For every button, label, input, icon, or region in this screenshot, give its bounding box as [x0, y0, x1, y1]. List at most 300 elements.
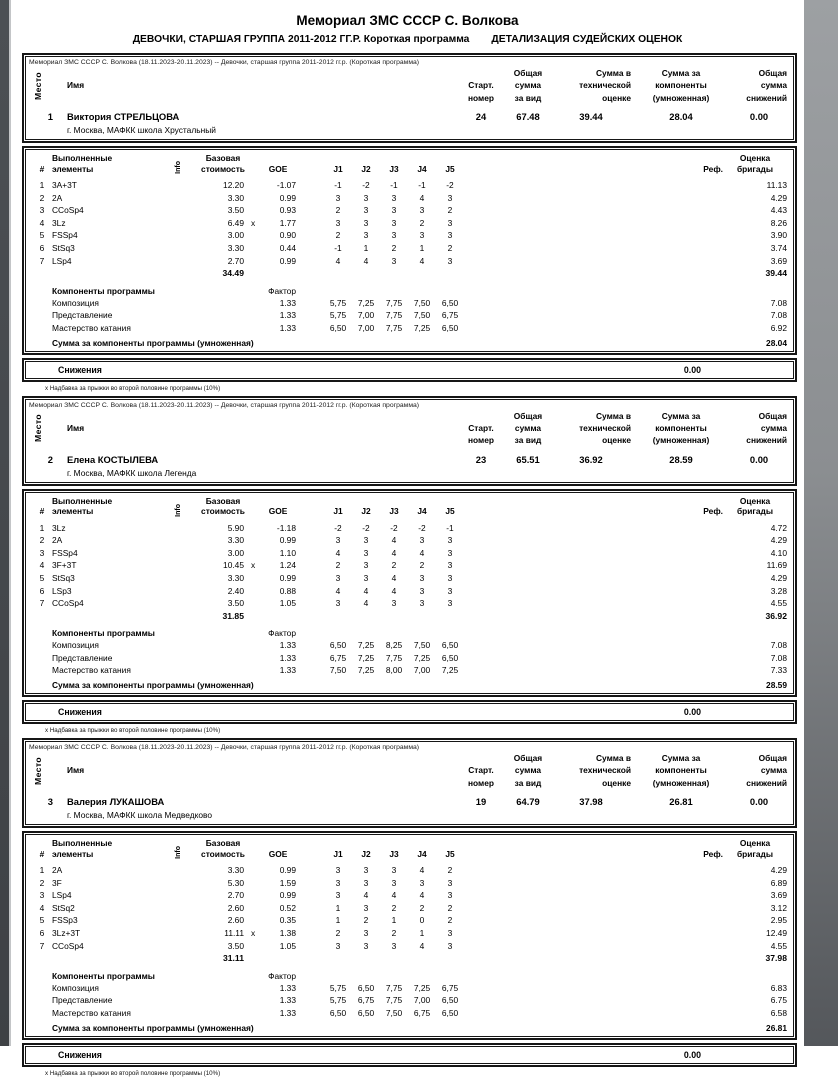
component-judge-mark: 7,00: [357, 310, 375, 321]
element-goe: 1.59: [279, 877, 296, 888]
components-score-column-label-line: компоненты: [655, 80, 707, 91]
judge-mark: 4: [363, 585, 369, 596]
element-row: [26, 522, 793, 535]
category-program-label: ДЕВОЧКИ, СТАРШАЯ ГРУППА 2011-2012 ГГ.Р. Короткая программа: [132, 34, 470, 45]
element-number: 4: [39, 902, 45, 913]
judge-mark: 3: [363, 205, 369, 216]
components-sum-value: 28.59: [766, 680, 787, 691]
technical-score-value: 39.44: [579, 111, 603, 122]
judge-column-label: J4: [417, 848, 427, 859]
element-base-value: 10.45: [223, 560, 244, 571]
element-number: 7: [39, 255, 45, 266]
bonus-x-flag: [244, 902, 260, 915]
referee-mark: [679, 877, 723, 890]
element-goe: 0.99: [279, 192, 296, 203]
element-base-value: 11.11: [224, 928, 244, 939]
judge-mark: -1: [418, 180, 426, 190]
components-sum-value: 28.04: [766, 337, 787, 348]
judge-mark: 3: [363, 902, 369, 913]
executed-elements-column-label-line: элементы: [52, 848, 94, 859]
total-score-column-label-line: Общая: [513, 410, 543, 421]
element-info-flag: [172, 229, 186, 242]
panel-score-column-label-line: бригады: [736, 163, 774, 174]
total-score-value: 64.79: [516, 796, 540, 808]
component-judge-mark: 6,50: [329, 322, 347, 333]
judge-mark: 2: [335, 205, 341, 216]
technical-score-column-label-line: Сумма в: [595, 68, 631, 79]
referee-column-label: Реф.: [703, 163, 723, 174]
referee-mark: [679, 927, 723, 940]
referee-mark: [679, 255, 723, 268]
components-score-column-label: [631, 410, 731, 447]
judge-mark: 4: [419, 547, 425, 558]
element-panel-score: 11.69: [766, 560, 787, 571]
element-name: 3Lz: [52, 522, 66, 533]
judge-mark: 3: [363, 865, 369, 876]
bonus-footnote: х Надбавка за прыжки во второй половине программы (10%): [45, 727, 221, 735]
element-info-flag: [172, 559, 186, 572]
component-judge-mark: 7,00: [357, 322, 375, 333]
element-panel-score: 3.28: [770, 585, 787, 596]
component-judge-mark: 7,75: [385, 322, 403, 333]
start-number-column-label: [457, 764, 505, 789]
judge-mark: 3: [447, 940, 453, 951]
element-row: [26, 204, 793, 217]
component-factor: 1.33: [279, 982, 296, 993]
referee-mark: [679, 229, 723, 242]
component-judge-mark: 7,25: [441, 665, 459, 676]
technical-score-column-label: [551, 67, 631, 104]
element-info-flag: [172, 940, 186, 953]
judge-mark: 2: [391, 928, 397, 939]
element-base-value: 3.50: [227, 205, 244, 216]
element-row: [26, 217, 793, 230]
element-goe: -1.07: [276, 180, 296, 190]
referee-mark: [679, 889, 723, 902]
element-info-flag: [172, 179, 186, 192]
bonus-x-flag: [244, 864, 260, 877]
info-column-label: Info: [174, 503, 182, 517]
technical-score-total: 37.98: [765, 953, 787, 964]
component-judge-mark: 7,25: [357, 652, 375, 663]
referee-mark: [679, 534, 723, 547]
element-number: 6: [39, 585, 45, 596]
judge-mark: 3: [335, 598, 341, 609]
components-sum-label: Сумма за компоненты программы (умноженная): [52, 680, 254, 691]
judge-mark: 3: [447, 230, 453, 241]
bonus-x-flag: [244, 597, 260, 610]
referee-mark: [679, 192, 723, 205]
goe-column-label: GOE: [268, 163, 288, 174]
element-info-flag: [172, 534, 186, 547]
elements-inner: [25, 149, 794, 352]
element-info-flag: [172, 597, 186, 610]
element-panel-score: 4.10: [770, 547, 787, 558]
total-score-column-label-line: за вид: [514, 435, 542, 446]
start-number-column-label-line: номер: [467, 777, 495, 788]
component-name: Композиция: [52, 297, 99, 308]
bonus-x-flag: [244, 179, 260, 192]
component-row: [26, 664, 793, 677]
element-info-flag: [172, 902, 186, 915]
component-judge-mark: 6,50: [441, 640, 459, 651]
element-panel-score: 3.69: [770, 255, 787, 266]
judge-mark: 3: [363, 217, 369, 228]
components-sum-row: [26, 337, 793, 349]
element-panel-score: 2.95: [770, 915, 787, 926]
component-row: [26, 309, 793, 322]
element-number: 4: [39, 560, 45, 571]
element-row: [26, 877, 793, 890]
element-base-value: 3.50: [227, 940, 244, 951]
component-judge-mark: 5,75: [329, 297, 347, 308]
technical-score-column-label-line: технической: [579, 80, 631, 91]
deductions-total-value: 0.00: [749, 111, 769, 122]
judge-mark: 2: [419, 217, 425, 228]
element-number: 7: [39, 940, 45, 951]
component-judge-mark: 5,75: [329, 995, 347, 1006]
total-score-column-label: [505, 410, 551, 447]
result-header-box: [22, 738, 797, 828]
judge-mark: 1: [419, 242, 425, 253]
judge-column-label: J1: [333, 506, 343, 517]
element-name: 3F: [52, 877, 62, 888]
judge-mark: 3: [391, 865, 397, 876]
club-line: г. Москва, МАФКК школа Медведково: [67, 810, 213, 821]
element-info-flag: [172, 547, 186, 560]
judge-mark: 3: [447, 572, 453, 583]
element-number: 2: [39, 877, 45, 888]
deductions-column-label: [731, 752, 787, 789]
judge-column-label: J5: [445, 848, 455, 859]
place-column-label: Место: [33, 71, 43, 100]
judge-column-label: J2: [361, 506, 371, 517]
start-number-column-label-line: Старт.: [468, 422, 494, 433]
skater-blocks: [11, 53, 804, 1077]
judge-mark: -2: [390, 522, 398, 533]
element-info-flag: [172, 877, 186, 890]
components-score-column-label-line: Сумма за: [661, 753, 701, 764]
element-name: LSp3: [52, 585, 72, 596]
element-goe: 1.10: [279, 547, 296, 558]
element-panel-score: 12.49: [766, 928, 787, 939]
elements-table-header: [26, 838, 793, 859]
judge-mark: 3: [419, 230, 425, 241]
base-value-total: 31.11: [222, 953, 244, 964]
element-goe: -1.18: [276, 522, 296, 533]
bonus-x-flag: [244, 585, 260, 598]
element-info-flag: [172, 927, 186, 940]
judge-mark: 3: [447, 535, 453, 546]
element-number: 6: [39, 242, 45, 253]
deductions-label: Снижения: [58, 1049, 102, 1060]
bonus-x-flag: [244, 204, 260, 217]
technical-score-value: 37.98: [579, 796, 603, 808]
component-judge-mark: 6,75: [441, 982, 459, 993]
judge-column-label: J1: [333, 163, 343, 174]
element-info-flag: [172, 914, 186, 927]
judge-column-label: J4: [417, 163, 427, 174]
judge-mark: 1: [419, 928, 425, 939]
element-goe: 0.35: [279, 915, 296, 926]
components-score-column-label-line: компоненты: [655, 765, 707, 776]
judge-mark: 4: [419, 865, 425, 876]
executed-elements-column-label-line: Выполненные: [52, 495, 113, 506]
element-base-value: 6.49: [227, 217, 244, 228]
start-number-column-label-line: Старт.: [468, 80, 494, 91]
judge-mark: 3: [363, 192, 369, 203]
judge-mark: 1: [335, 902, 341, 913]
total-score-value: 65.51: [516, 453, 540, 465]
element-name: 2A: [52, 535, 63, 546]
result-header-inner: [25, 399, 794, 483]
judge-mark: 1: [335, 915, 341, 926]
factor-label: Фактор: [268, 285, 296, 296]
judge-mark: 3: [419, 585, 425, 596]
referee-mark: [679, 864, 723, 877]
components-score-value: 28.04: [669, 111, 693, 122]
place-value: 1: [47, 111, 53, 122]
component-judge-mark: 8,00: [385, 665, 403, 676]
judge-mark: 3: [447, 547, 453, 558]
element-name: FSSp4: [52, 230, 78, 241]
panel-score-column-label: [723, 496, 787, 517]
judge-mark: 3: [335, 890, 341, 901]
component-judge-mark: 6,50: [357, 982, 375, 993]
component-factor: 1.33: [279, 297, 296, 308]
component-judge-mark: 7,75: [385, 297, 403, 308]
component-factor: 1.33: [279, 310, 296, 321]
component-name: Композиция: [52, 640, 99, 651]
element-goe: 1.38: [279, 928, 296, 939]
bonus-x-flag: [244, 889, 260, 902]
referee-mark: [679, 585, 723, 598]
judge-mark: 3: [419, 205, 425, 216]
component-panel-score: 7.08: [770, 640, 787, 651]
skater-name: Виктория СТРЕЛЬЦОВА: [67, 111, 180, 122]
element-row: [26, 179, 793, 192]
element-row: [26, 229, 793, 242]
bonus-x-flag: [244, 547, 260, 560]
element-row: [26, 585, 793, 598]
judge-mark: 3: [391, 940, 397, 951]
components-score-column-label-line: Сумма за: [661, 68, 701, 79]
judge-mark: 4: [391, 585, 397, 596]
element-base-value: 3.30: [227, 242, 244, 253]
deductions-value: 0.00: [683, 1049, 701, 1060]
element-panel-score: 11.13: [766, 180, 787, 190]
component-judge-mark: 6,50: [441, 297, 459, 308]
judge-mark: -1: [334, 242, 342, 253]
element-goe: 0.93: [279, 205, 296, 216]
element-panel-score: 4.72: [770, 522, 787, 533]
components-header-row: [26, 285, 793, 297]
component-name: Представление: [52, 995, 113, 1006]
start-number-column-label: [457, 422, 505, 447]
judge-column-label: J2: [361, 163, 371, 174]
component-judge-mark: 7,25: [357, 297, 375, 308]
judge-column-label: J5: [445, 506, 455, 517]
elements-table-header: [26, 496, 793, 517]
element-row: [26, 864, 793, 877]
element-panel-score: 6.89: [770, 877, 787, 888]
judge-mark: 3: [391, 877, 397, 888]
deductions-column-label-line: Общая: [758, 753, 787, 764]
elements-box: [22, 831, 797, 1040]
judge-mark: 3: [363, 560, 369, 571]
place-column-label: Место: [33, 756, 43, 785]
skater-block: [11, 738, 804, 1077]
element-info-flag: [172, 864, 186, 877]
element-base-value: 5.30: [227, 877, 244, 888]
judge-mark: 3: [391, 598, 397, 609]
element-panel-score: 3.12: [770, 902, 787, 913]
element-goe: 0.99: [279, 535, 296, 546]
judges-detail-label: ДЕТАЛИЗАЦИЯ СУДЕЙСКИХ ОЦЕНОК: [491, 34, 683, 45]
components-sum-row: [26, 1022, 793, 1034]
element-name: 3A+3T: [52, 180, 77, 190]
components-score-value: 26.81: [669, 796, 693, 808]
element-base-value: 3.50: [227, 598, 244, 609]
judge-mark: 2: [447, 205, 453, 216]
base-value-column-label-line: стоимость: [201, 163, 245, 174]
result-header-box: [22, 53, 797, 143]
club-line: г. Москва, МАФКК школа Хрустальный: [67, 125, 216, 135]
element-row: [26, 534, 793, 547]
components-score-column-label: [631, 67, 731, 104]
skater-block: [11, 53, 804, 392]
component-row: [26, 994, 793, 1007]
base-value-column-label-line: Базовая: [205, 838, 241, 849]
judge-mark: 2: [335, 230, 341, 241]
element-info-flag: [172, 255, 186, 268]
result-header-inner: [25, 56, 794, 140]
base-value-column-label-line: стоимость: [201, 506, 245, 517]
element-name: 3Lz+3T: [52, 928, 81, 939]
element-number-column-label: #: [39, 506, 45, 517]
component-name: Композиция: [52, 982, 99, 993]
deductions-box: [22, 700, 797, 724]
element-number: 3: [39, 890, 45, 901]
name-column-label: Имя: [67, 765, 85, 776]
judge-mark: -2: [418, 522, 426, 533]
judge-mark: 2: [447, 902, 453, 913]
element-panel-score: 4.55: [770, 598, 787, 609]
judge-mark: -2: [446, 180, 454, 190]
elements-inner: [25, 834, 794, 1037]
totals-row: [26, 610, 793, 623]
element-info-flag: [172, 192, 186, 205]
component-judge-mark: 7,75: [385, 652, 403, 663]
deductions-row: [25, 703, 794, 721]
judge-mark: 3: [363, 547, 369, 558]
skater-name: Валерия ЛУКАШОВА: [67, 796, 165, 808]
components-sum-label: Сумма за компоненты программы (умноженная): [52, 337, 254, 348]
component-factor: 1.33: [279, 665, 296, 676]
elements-box: [22, 146, 797, 355]
component-name: Мастерство катания: [52, 665, 131, 676]
place-column: [32, 67, 58, 104]
info-column-label: Info: [174, 161, 182, 174]
component-name: Представление: [52, 652, 113, 663]
judge-mark: 2: [419, 560, 425, 571]
components-sum-row: [26, 679, 793, 691]
component-row: [26, 297, 793, 310]
total-score-column-label-line: Общая: [513, 753, 543, 764]
elements-box: [22, 489, 797, 698]
base-value-column-label: [186, 496, 260, 517]
element-base-value: 3.30: [227, 535, 244, 546]
element-number: 1: [39, 522, 45, 533]
component-judge-mark: 7,50: [385, 1008, 403, 1018]
element-name: StSq3: [52, 242, 75, 253]
goe-column-label: GOE: [268, 506, 288, 517]
component-factor: 1.33: [279, 652, 296, 663]
component-judge-mark: 7,25: [413, 322, 431, 333]
element-number: 3: [39, 547, 45, 558]
judge-mark: 3: [447, 598, 453, 609]
element-row: [26, 572, 793, 585]
bonus-x-flag: [244, 255, 260, 268]
technical-score-column-label-line: Сумма в: [595, 753, 631, 764]
element-name: CCoSp4: [52, 205, 84, 216]
deductions-box: [22, 1043, 797, 1067]
component-panel-score: 6.83: [770, 982, 787, 993]
element-base-value: 3.30: [227, 572, 244, 583]
technical-score-column-label: [551, 752, 631, 789]
components-header-row: [26, 970, 793, 982]
component-judge-mark: 7,75: [385, 310, 403, 321]
bonus-x-flag: x: [251, 560, 256, 571]
info-column: [172, 846, 186, 859]
component-judge-mark: 7,50: [329, 665, 347, 676]
judge-mark: 3: [363, 230, 369, 241]
total-score-value: 67.48: [516, 111, 540, 122]
element-base-value: 2.60: [227, 915, 244, 926]
result-columns-header: [26, 752, 793, 789]
element-row: [26, 255, 793, 268]
judge-mark: 4: [419, 890, 425, 901]
component-panel-score: 7.08: [770, 310, 787, 321]
element-panel-score: 3.69: [770, 890, 787, 901]
referee-mark: [679, 204, 723, 217]
executed-elements-column-label-line: Выполненные: [52, 153, 113, 163]
element-row: [26, 597, 793, 610]
judge-mark: 4: [363, 255, 369, 266]
info-column: [172, 161, 186, 174]
bonus-x-flag: [244, 534, 260, 547]
judge-mark: 4: [391, 890, 397, 901]
judge-mark: 3: [335, 865, 341, 876]
referee-mark: [679, 914, 723, 927]
referee-column-label: Реф.: [703, 848, 723, 859]
technical-score-column-label-line: оценке: [602, 777, 631, 788]
element-number: 2: [39, 535, 45, 546]
component-panel-score: 7.33: [770, 665, 787, 676]
element-base-value: 3.30: [227, 865, 244, 876]
judge-mark: 4: [419, 192, 425, 203]
element-base-value: 3.00: [227, 230, 244, 241]
deductions-row: [25, 1046, 794, 1064]
component-row: [26, 322, 793, 335]
element-name: StSq3: [52, 572, 75, 583]
bonus-footnote: х Надбавка за прыжки во второй половине программы (10%): [45, 384, 221, 392]
judge-mark: 0: [419, 915, 425, 926]
element-panel-score: 8.26: [770, 217, 787, 228]
deductions-column-label-line: снижений: [746, 777, 787, 788]
base-value-column-label: [186, 153, 260, 174]
executed-elements-column-label-line: Выполненные: [52, 838, 113, 849]
